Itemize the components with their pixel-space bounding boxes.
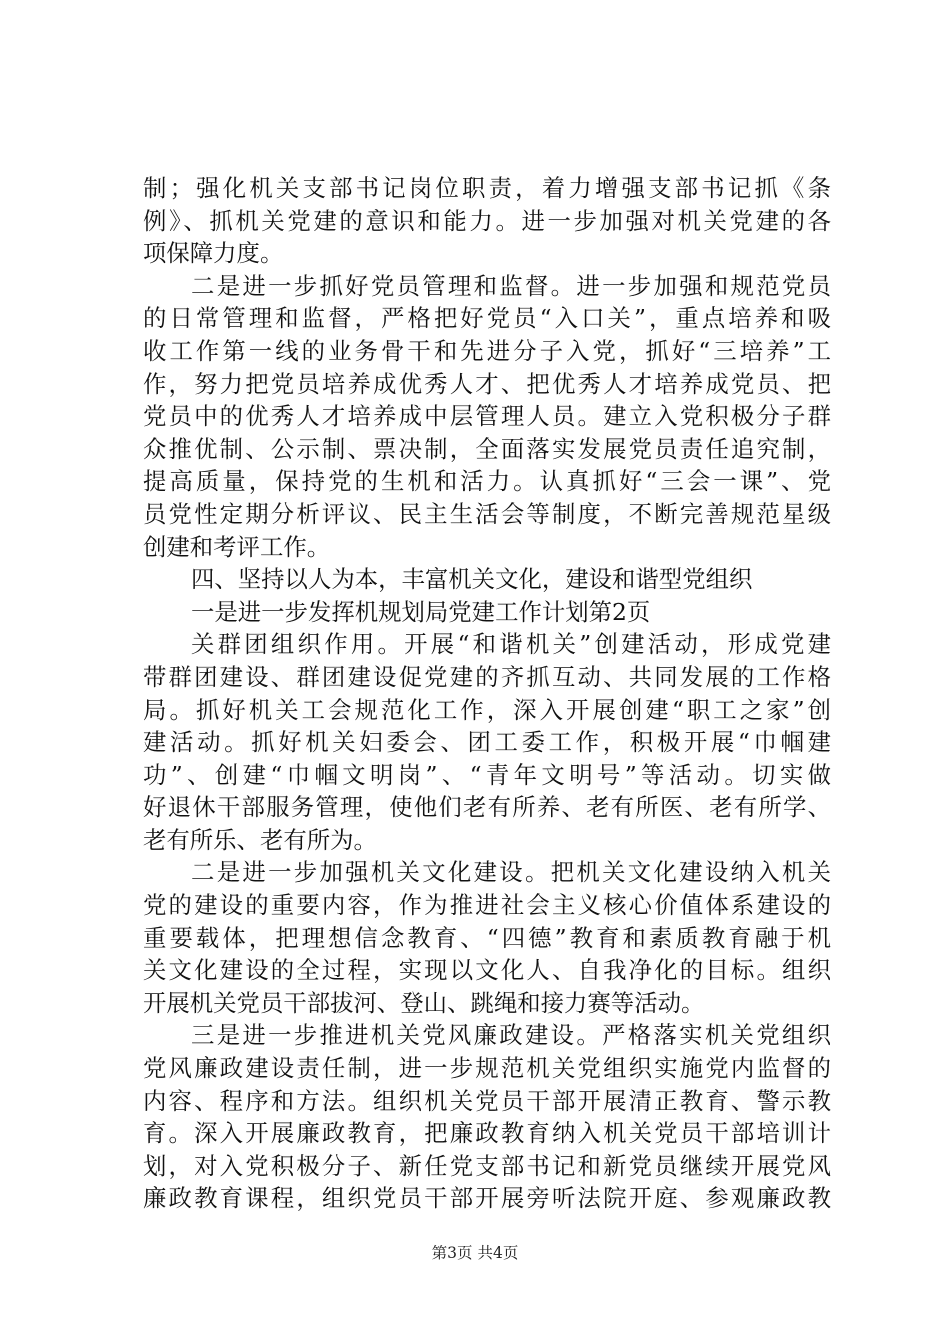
text-line: 员党性定期分析评议、民主生活会等制度，不断完善规范星级	[143, 499, 831, 528]
text-line: 三是进一步推进机关党风廉政建设。严格落实机关党组织	[191, 1021, 831, 1050]
text-line: 老有所乐、老有所为。	[143, 825, 377, 854]
text-line: 重要载体，把理想信念教育、“四德”教育和素质教育融于机	[143, 923, 831, 952]
text-line: 收工作第一线的业务骨干和先进分子入党，抓好“三培养”工	[143, 336, 831, 365]
text-line: 一是进一步发挥机规划局党建工作计划第2页	[191, 597, 651, 626]
text-line: 党的建设的重要内容，作为推进社会主义核心价值体系建设的	[143, 891, 831, 920]
text-line: 划，对入党积极分子、新任党支部书记和新党员继续开展党风	[143, 1151, 831, 1180]
text-line: 的日常管理和监督，严格把好党员“入口关”，重点培养和吸	[143, 304, 831, 333]
text-line: 廉政教育课程，组织党员干部开展旁听法院开庭、参观廉政教	[143, 1184, 831, 1213]
text-line: 开展机关党员干部拔河、登山、跳绳和接力赛等活动。	[143, 988, 705, 1017]
text-line: 功”、创建“巾帼文明岗”、“青年文明号”等活动。切实做	[143, 760, 831, 789]
text-line: 四、坚持以人为本，丰富机关文化，建设和谐型党组织	[191, 565, 753, 594]
text-line: 制；强化机关支部书记岗位职责，着力增强支部书记抓《条	[143, 174, 831, 202]
text-line: 众推优制、公示制、票决制，全面落实发展党员责任追究制，	[143, 434, 831, 463]
text-line: 关文化建设的全过程，实现以文化人、自我净化的目标。组织	[143, 956, 831, 985]
text-line: 提高质量，保持党的生机和活力。认真抓好“三会一课”、党	[143, 467, 831, 496]
text-line: 二是进一步加强机关文化建设。把机关文化建设纳入机关	[191, 858, 831, 887]
text-line: 例》、抓机关党建的意识和能力。进一步加强对机关党建的各	[143, 206, 831, 235]
text-line: 项保障力度。	[143, 239, 284, 268]
page-footer: 第3页 共4页	[431, 1244, 519, 1262]
text-line: 内容、程序和方法。组织机关党员干部开展清正教育、警示教	[143, 1086, 831, 1115]
document-body	[143, 172, 831, 1215]
text-line: 局。抓好机关工会规范化工作，深入开展创建“职工之家”创	[143, 695, 831, 724]
text-line: 建活动。抓好机关妇委会、团工委工作，积极开展“巾帼建	[143, 728, 831, 757]
text-line: 党风廉政建设责任制，进一步规范机关党组织实施党内监督的	[143, 1054, 831, 1083]
text-line: 育。深入开展廉政教育，把廉政教育纳入机关党员干部培训计	[143, 1119, 831, 1148]
text-line: 党员中的优秀人才培养成中层管理人员。建立入党积极分子群	[143, 402, 831, 431]
text-line: 作，努力把党员培养成优秀人才、把优秀人才培养成党员、把	[143, 369, 831, 398]
text-line: 关群团组织作用。开展“和谐机关”创建活动，形成党建	[191, 630, 831, 659]
text-line: 好退休干部服务管理，使他们老有所养、老有所医、老有所学、	[143, 793, 831, 822]
text-line: 创建和考评工作。	[143, 532, 331, 561]
text-line: 带群团建设、群团建设促党建的齐抓互动、共同发展的工作格	[143, 662, 831, 691]
text-line: 二是进一步抓好党员管理和监督。进一步加强和规范党员	[191, 271, 831, 300]
